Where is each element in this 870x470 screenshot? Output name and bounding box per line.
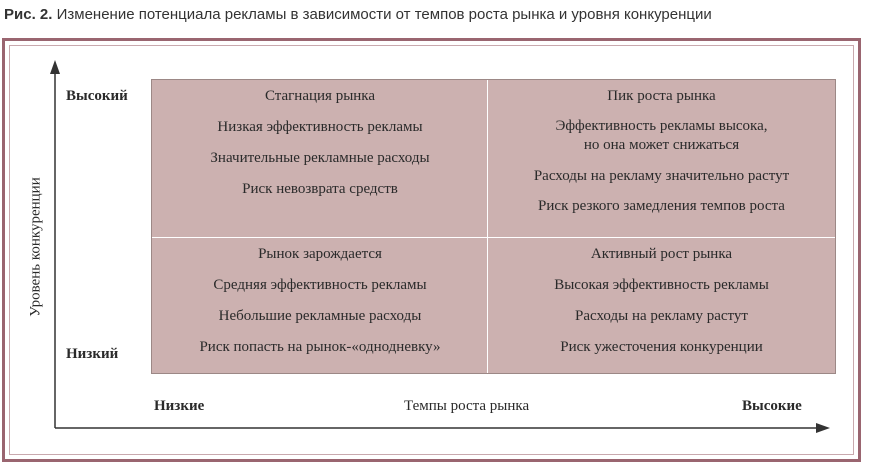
quadrant-item: Риск резкого замедления темпов роста [538, 198, 785, 214]
quadrant-active-growth [488, 238, 835, 373]
quadrant-item: Риск попасть на рынок-«однодневку» [199, 339, 441, 355]
quadrant-item: Риск невозврата средств [242, 181, 398, 197]
quadrant-title: Активный рост рынка [590, 246, 733, 262]
x-axis-low-label: Низкие [154, 398, 205, 414]
quadrant-item: Риск ужесточения конкуренции [560, 339, 763, 355]
quadrant-item: Средняя эффективность рекламы [213, 277, 427, 293]
quadrant-item: Высокая эффективность рекламы [554, 277, 769, 293]
figure-label: Рис. 2. [4, 6, 53, 23]
quadrant-title: Рынок зарождается [258, 246, 382, 262]
quadrant-item: Расходы на рекламу растут [575, 308, 748, 324]
x-axis-high-label: Высокие [742, 398, 802, 414]
quadrant-title: Стагнация рынка [264, 88, 376, 104]
quadrant-divider-vertical [487, 80, 488, 373]
quadrant-stagnation [152, 80, 488, 238]
y-axis-high-label: Высокий [66, 88, 128, 104]
y-axis-low-label: Низкий [66, 346, 119, 362]
quadrant-item-line: Эффективность рекламы высока, [555, 118, 768, 134]
quadrant-item: Расходы на рекламу значительно растут [533, 168, 790, 184]
quadrant-emerging-market [152, 238, 488, 373]
quadrant-item: Небольшие рекламные расходы [218, 308, 422, 324]
y-axis-arrow [50, 60, 60, 74]
quadrant-grid [151, 79, 836, 374]
quadrant-item-line: но она может снижаться [583, 137, 740, 153]
y-axis-title: Уровень конкуренции [27, 177, 44, 317]
x-axis-arrow [816, 423, 830, 433]
x-axis-title: Темпы роста рынка [404, 398, 530, 414]
quadrant-item: Значительные рекламные расходы [210, 150, 430, 166]
quadrant-title: Пик роста рынка [607, 88, 716, 104]
quadrant-peak-growth [488, 80, 835, 238]
figure-title: Изменение потенциала рекламы в зависимости от темпов роста рынка и уровня конкуренции [56, 6, 712, 23]
quadrant-item: Низкая эффективность рекламы [217, 119, 423, 135]
quadrant-item [555, 117, 767, 155]
quadrant-divider-horizontal [152, 237, 835, 238]
